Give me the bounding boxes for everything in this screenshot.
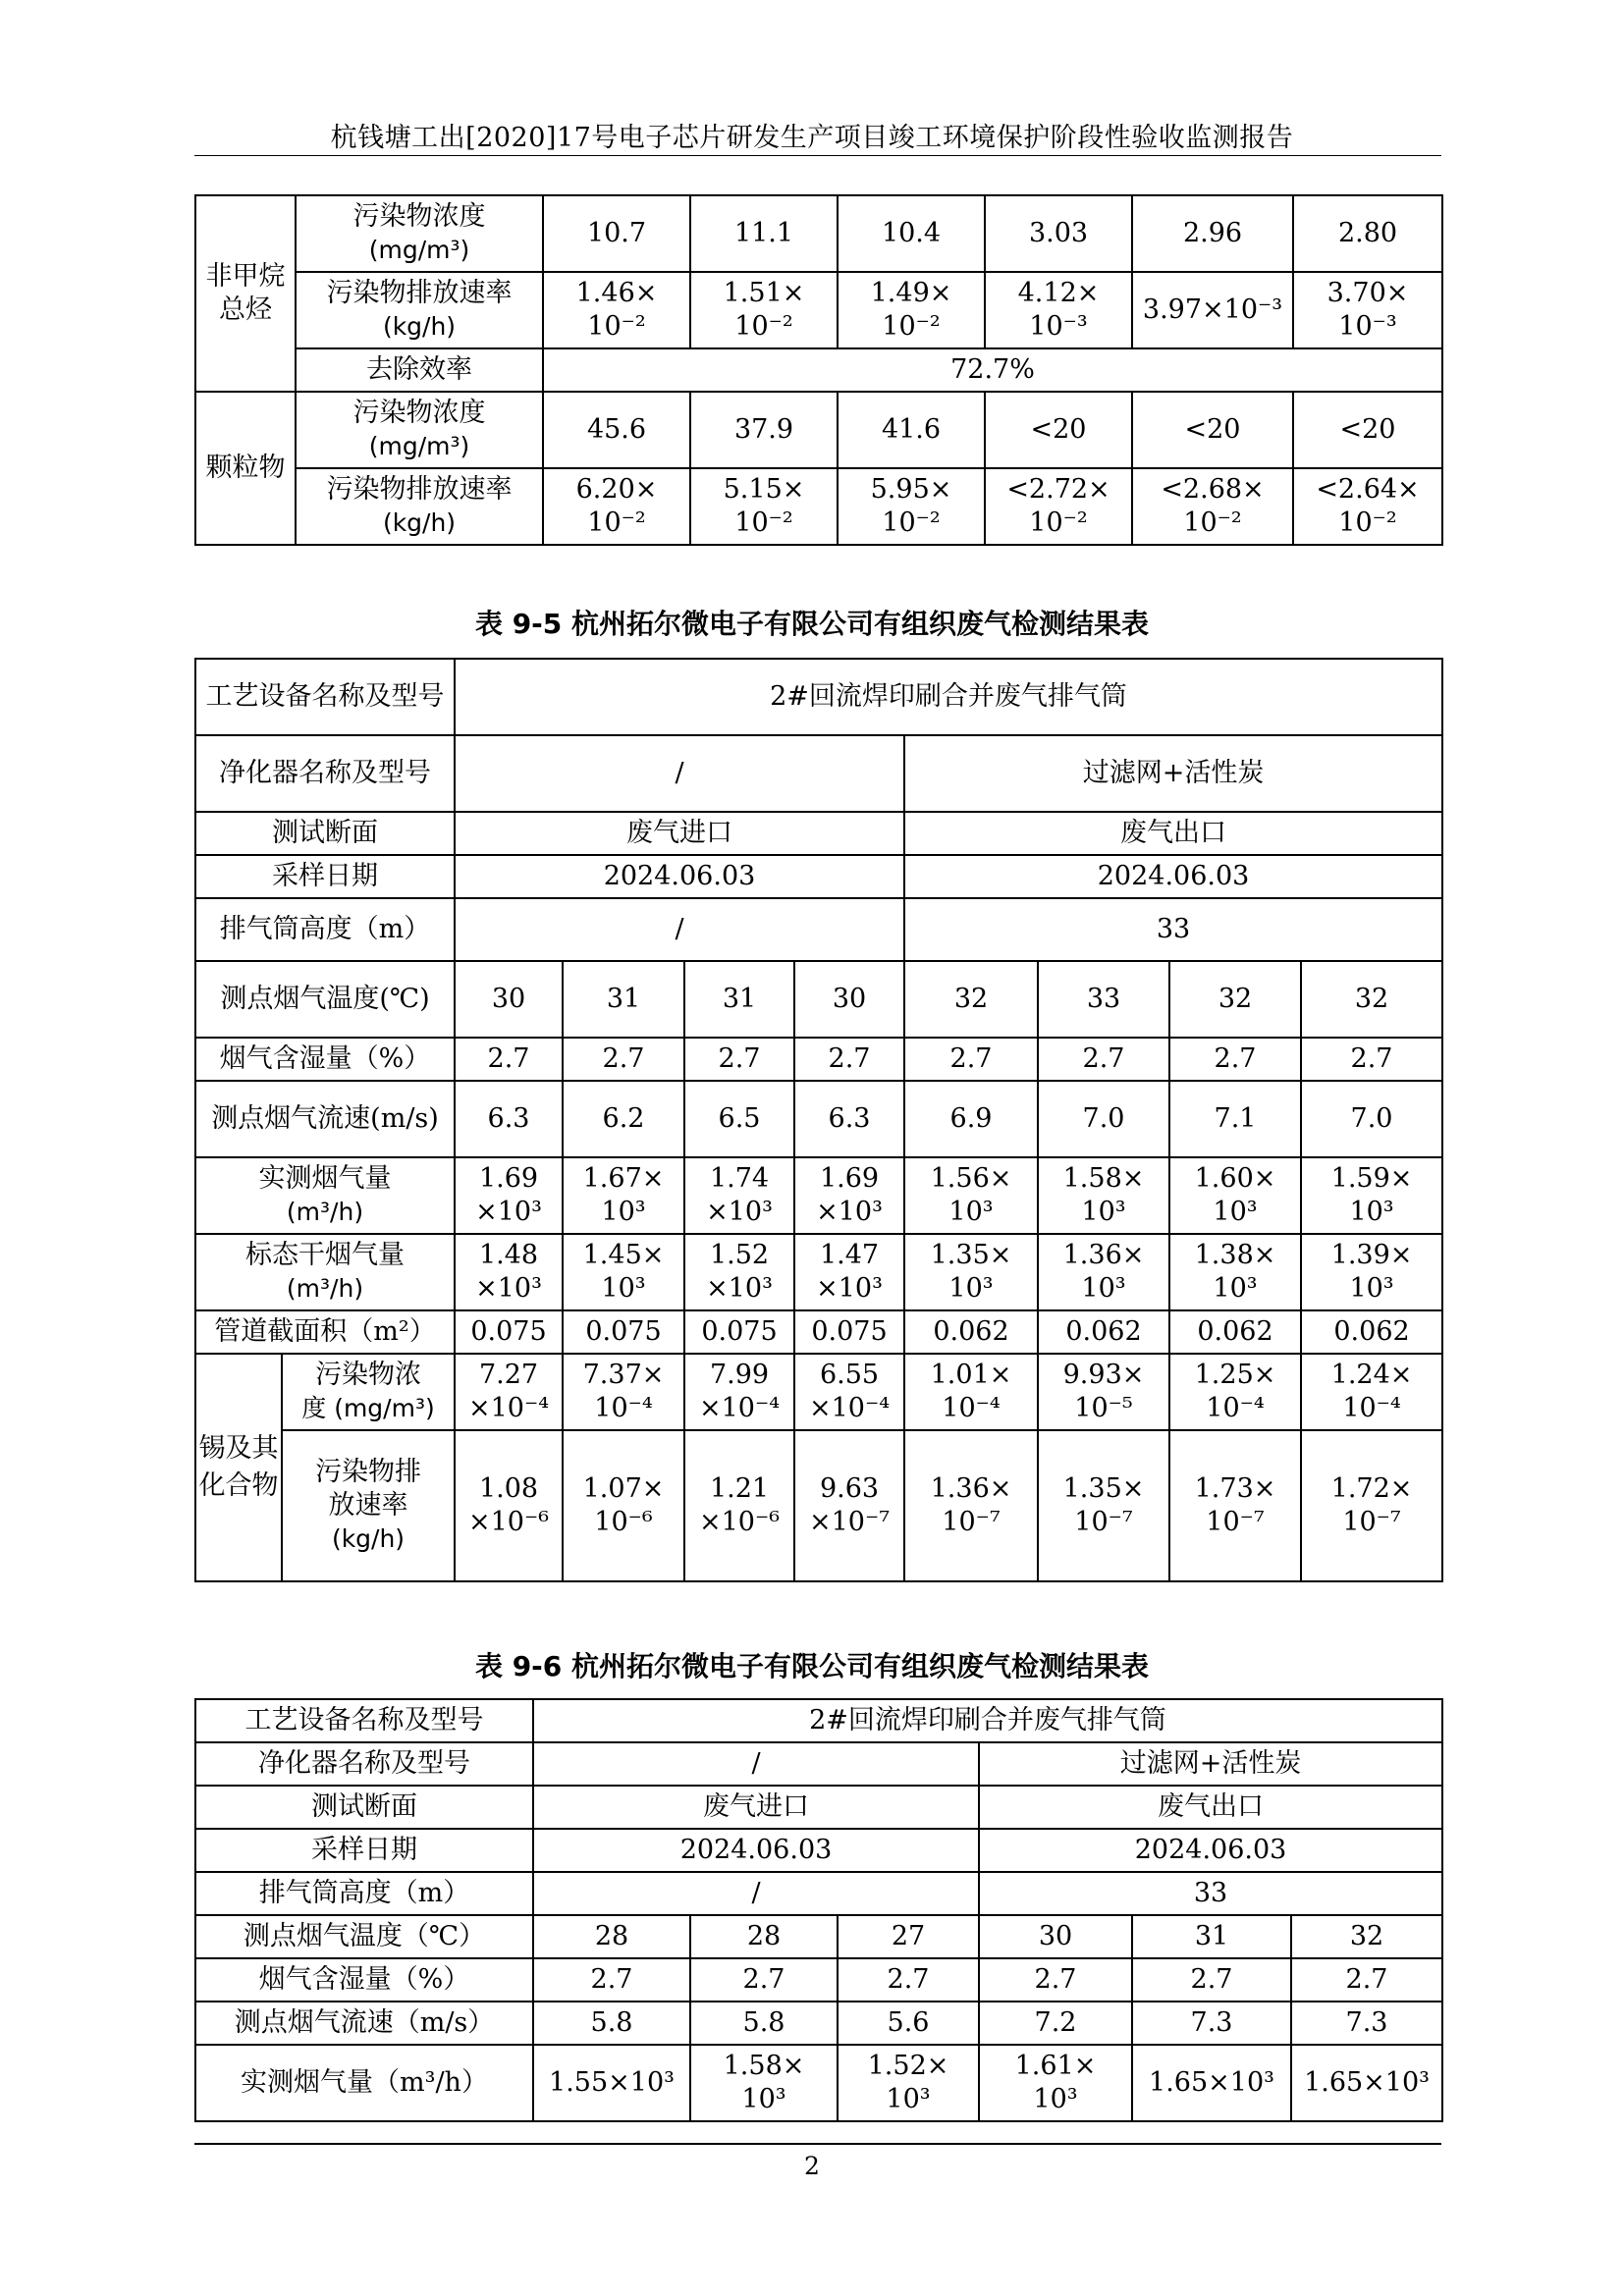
t5-tin-rate-8-a: 1.72× [1330, 1473, 1413, 1504]
t5-dry-1-a: 1.48 [478, 1240, 539, 1270]
t5-section-out: 废气出口 [904, 812, 1442, 855]
pm-rate-4-b: 10⁻² [1029, 507, 1088, 538]
t6-flow-4-a: 1.61× [1014, 2051, 1097, 2081]
t5-flow-7-a: 1.60× [1194, 1163, 1276, 1194]
t5-moist-8: 2.7 [1301, 1038, 1442, 1081]
t5-date-out: 2024.06.03 [904, 855, 1442, 898]
t5-tin-rate-1-b: ×10⁻⁶ [467, 1507, 550, 1537]
t5-temp-2: 31 [563, 961, 684, 1038]
t5-tin-conc-3 [684, 1354, 794, 1430]
t6-temp-6: 32 [1291, 1915, 1442, 1958]
footer-rule [194, 2143, 1441, 2145]
pm-rate-5-a: <2.68× [1161, 474, 1265, 505]
nmhc-rate-1-a: 1.46× [575, 278, 658, 308]
nmhc-rate-2 [690, 272, 838, 348]
pm-rate-2-a: 5.15× [723, 474, 805, 505]
table-9-6 [194, 1698, 1443, 2122]
t5-area-1: 0.075 [455, 1310, 563, 1354]
t5-flow-1-a: 1.69 [478, 1163, 539, 1194]
pm-conc-1: 45.6 [543, 392, 690, 468]
nmhc-rate-4 [985, 272, 1132, 348]
t5-tin-rate-6 [1038, 1430, 1169, 1581]
t5-tin-rate-7-b: 10⁻⁷ [1206, 1507, 1265, 1537]
t5-dry-1-b: ×10³ [475, 1273, 542, 1304]
t5-dry-4-a: 1.47 [819, 1240, 880, 1270]
pm-conc-unit: (mg/m³) [368, 432, 470, 460]
t5-vel-4: 6.3 [794, 1081, 904, 1157]
page-number: 2 [804, 2152, 820, 2180]
t6-flow-6 [1291, 2045, 1442, 2121]
t5-dry-1 [455, 1234, 563, 1310]
t6-section-in: 废气进口 [533, 1786, 979, 1829]
t5-dry-5-b: 10³ [948, 1273, 994, 1304]
t5-tin-conc-4-b: ×10⁻⁴ [808, 1393, 891, 1423]
nmhc-rate-6-b: 10⁻³ [1338, 311, 1397, 342]
t6-equipment-label: 工艺设备名称及型号 [195, 1699, 533, 1742]
t6-temp-3: 27 [838, 1915, 979, 1958]
t5-flow-1-b: ×10³ [475, 1197, 542, 1227]
t5-section-in: 废气进口 [455, 812, 904, 855]
nmhc-conc-5: 2.96 [1132, 195, 1293, 272]
t5-tin-conc-3-b: ×10⁻⁴ [698, 1393, 781, 1423]
t5-tin-rate-label-1: 污染物排 [315, 1457, 421, 1487]
t5-flow-4 [794, 1157, 904, 1234]
t5-tin-conc-unit: 度 (mg/m³) [301, 1394, 435, 1422]
pm-rate-unit: (kg/h) [382, 508, 457, 537]
t5-tin-rate-2 [563, 1430, 684, 1581]
t6-section-label: 测试断面 [195, 1786, 533, 1829]
t5-purifier-out: 过滤网+活性炭 [904, 735, 1442, 812]
t5-tin-rate-5-a: 1.36× [930, 1473, 1012, 1504]
nmhc-conc-4: 3.03 [985, 195, 1132, 272]
pm-rate-2 [690, 468, 838, 545]
t5-dry-7-a: 1.38× [1194, 1240, 1276, 1270]
t6-flow-6-a: 1.65×10³ [1304, 2067, 1430, 2098]
t5-area-8: 0.062 [1301, 1310, 1442, 1354]
pm-name: 颗粒物 [205, 453, 286, 483]
nmhc-rate-4-b: 10⁻³ [1029, 311, 1088, 342]
pm-rate-label-cell [296, 468, 543, 545]
pm-rate-6 [1293, 468, 1442, 545]
t5-height-in: / [455, 898, 904, 961]
t6-purifier-out: 过滤网+活性炭 [979, 1742, 1442, 1786]
t5-flow-6-b: 10³ [1081, 1197, 1126, 1227]
t5-area-7: 0.062 [1169, 1310, 1301, 1354]
t6-temp-2: 28 [690, 1915, 838, 1958]
t5-flow-3-b: ×10³ [706, 1197, 773, 1227]
t5-vel-5: 6.9 [904, 1081, 1038, 1157]
t5-flow-3 [684, 1157, 794, 1234]
t5-flow-7-b: 10³ [1213, 1197, 1258, 1227]
t5-height-out: 33 [904, 898, 1442, 961]
t6-flow-label: 实测烟气量（m³/h） [195, 2045, 533, 2121]
nmhc-conc-1: 10.7 [543, 195, 690, 272]
pm-conc-label-cell [296, 392, 543, 468]
pm-conc-2: 37.9 [690, 392, 838, 468]
t6-height-in: / [533, 1872, 979, 1915]
t6-date-in: 2024.06.03 [533, 1829, 979, 1872]
t5-flow-2 [563, 1157, 684, 1234]
nmhc-rate-label-cell [296, 272, 543, 348]
pm-rate-6-a: <2.64× [1316, 474, 1420, 505]
t5-dry-8 [1301, 1234, 1442, 1310]
t5-flow-4-b: ×10³ [816, 1197, 883, 1227]
header-rule [194, 155, 1441, 156]
t6-vel-1: 5.8 [533, 2002, 690, 2045]
pm-conc-label: 污染物浓度 [352, 398, 486, 428]
t5-dry-7 [1169, 1234, 1301, 1310]
t5-moist-2: 2.7 [563, 1038, 684, 1081]
pm-rate-1-b: 10⁻² [587, 507, 646, 538]
nmhc-rate-6 [1293, 272, 1442, 348]
table-9-5 [194, 658, 1443, 1582]
t5-dry-4 [794, 1234, 904, 1310]
t5-tin-conc-6-b: 10⁻⁵ [1074, 1393, 1133, 1423]
nmhc-conc-2: 11.1 [690, 195, 838, 272]
nmhc-rate-unit: (kg/h) [382, 312, 457, 341]
t6-flow-3-b: 10³ [886, 2084, 931, 2114]
t5-section-label: 测试断面 [195, 812, 455, 855]
t6-flow-1-a: 1.55×10³ [549, 2067, 675, 2098]
pm-rate-6-b: 10⁻² [1338, 507, 1397, 538]
t5-moist-5: 2.7 [904, 1038, 1038, 1081]
report-header: 杭钱塘工出[2020]17号电子芯片研发生产项目竣工环境保护阶段性验收监测报告 [330, 123, 1294, 153]
pm-conc-4: <20 [985, 392, 1132, 468]
t6-moist-3: 2.7 [838, 1958, 979, 2002]
t6-flow-3-a: 1.52× [867, 2051, 949, 2081]
t6-vel-4: 7.2 [979, 2002, 1132, 2045]
t5-dry-8-a: 1.39× [1330, 1240, 1413, 1270]
t5-temp-1: 30 [455, 961, 563, 1038]
t5-flow-label-cell [195, 1157, 455, 1234]
t5-dry-5 [904, 1234, 1038, 1310]
t6-height-out: 33 [979, 1872, 1442, 1915]
t5-dry-2-b: 10³ [601, 1273, 646, 1304]
t5-date-in: 2024.06.03 [455, 855, 904, 898]
t5-tin-conc-6 [1038, 1354, 1169, 1430]
t5-purifier-in: / [455, 735, 904, 812]
t6-flow-3 [838, 2045, 979, 2121]
t5-equipment-label: 工艺设备名称及型号 [195, 659, 455, 735]
t5-dry-6 [1038, 1234, 1169, 1310]
t6-moist-1: 2.7 [533, 1958, 690, 2002]
t5-vel-6: 7.0 [1038, 1081, 1169, 1157]
t5-flow-2-a: 1.67× [582, 1163, 665, 1194]
t5-tin-conc-1-a: 7.27 [478, 1360, 539, 1390]
pm-rate-label: 污染物排放速率 [326, 474, 513, 505]
t6-vel-3: 5.6 [838, 2002, 979, 2045]
t6-moist-label: 烟气含湿量（%） [195, 1958, 533, 2002]
t5-dry-7-b: 10³ [1213, 1273, 1258, 1304]
t5-tin-conc-2-b: 10⁻⁴ [594, 1393, 653, 1423]
t5-flow-5-b: 10³ [948, 1197, 994, 1227]
t5-tin-rate-2-a: 1.07× [582, 1473, 665, 1504]
t6-temp-1: 28 [533, 1915, 690, 1958]
t5-dry-5-a: 1.35× [930, 1240, 1012, 1270]
nmhc-removal-value: 72.7% [543, 348, 1442, 392]
t6-date-out: 2024.06.03 [979, 1829, 1442, 1872]
t5-vel-7: 7.1 [1169, 1081, 1301, 1157]
nmhc-conc-label: 污染物浓度 [352, 201, 486, 232]
nmhc-rate-3-b: 10⁻² [882, 311, 941, 342]
t5-flow-8 [1301, 1157, 1442, 1234]
t6-temp-label: 测点烟气温度（℃） [195, 1915, 533, 1958]
t5-tin-conc-7 [1169, 1354, 1301, 1430]
t5-temp-8: 32 [1301, 961, 1442, 1038]
t5-tin-rate-3-b: ×10⁻⁶ [698, 1507, 781, 1537]
t5-flow-1 [455, 1157, 563, 1234]
t5-flow-8-a: 1.59× [1330, 1163, 1413, 1194]
pm-conc-5: <20 [1132, 392, 1293, 468]
t5-tin-conc-8 [1301, 1354, 1442, 1430]
nmhc-rate-1 [543, 272, 690, 348]
t5-dry-2 [563, 1234, 684, 1310]
t6-vel-5: 7.3 [1132, 2002, 1291, 2045]
t5-tin-conc-3-a: 7.99 [709, 1360, 770, 1390]
t5-dry-3-b: ×10³ [706, 1273, 773, 1304]
t6-section-out: 废气出口 [979, 1786, 1442, 1829]
t5-tin-name-cell [195, 1354, 282, 1581]
table-continued [194, 194, 1443, 546]
t5-temp-5: 32 [904, 961, 1038, 1038]
t6-moist-4: 2.7 [979, 1958, 1132, 2002]
nmhc-conc-3: 10.4 [838, 195, 985, 272]
t5-tin-rate-3 [684, 1430, 794, 1581]
t5-tin-rate-3-a: 1.21 [709, 1473, 770, 1504]
nmhc-rate-5-a: 3.97×10⁻³ [1142, 294, 1283, 325]
t5-tin-rate-1 [455, 1430, 563, 1581]
t6-purifier-label: 净化器名称及型号 [195, 1742, 533, 1786]
t5-tin-rate-8-b: 10⁻⁷ [1342, 1507, 1401, 1537]
t5-tin-name: 锡及其化合物 [198, 1433, 279, 1501]
t5-flow-4-a: 1.69 [819, 1163, 880, 1194]
t6-vel-6: 7.3 [1291, 2002, 1442, 2045]
t6-moist-2: 2.7 [690, 1958, 838, 2002]
t5-tin-conc-5-a: 1.01× [930, 1360, 1012, 1390]
t5-tin-conc-2-a: 7.37× [582, 1360, 665, 1390]
t5-date-label: 采样日期 [195, 855, 455, 898]
nmhc-rate-3 [838, 272, 985, 348]
pm-rate-3-a: 5.95× [870, 474, 952, 505]
t5-area-4: 0.075 [794, 1310, 904, 1354]
pm-rate-2-b: 10⁻² [734, 507, 793, 538]
t5-moist-label: 烟气含湿量（%） [195, 1038, 455, 1081]
nmhc-rate-4-a: 4.12× [1017, 278, 1100, 308]
t5-flow-6-a: 1.58× [1062, 1163, 1145, 1194]
pm-rate-1 [543, 468, 690, 545]
t5-dry-6-a: 1.36× [1062, 1240, 1145, 1270]
t5-tin-conc-8-a: 1.24× [1330, 1360, 1413, 1390]
t5-temp-4: 30 [794, 961, 904, 1038]
t5-tin-rate-2-b: 10⁻⁶ [594, 1507, 653, 1537]
t6-flow-5 [1132, 2045, 1291, 2121]
pm-name-cell [195, 392, 296, 545]
nmhc-rate-5 [1132, 272, 1293, 348]
t5-flow-6 [1038, 1157, 1169, 1234]
t5-equipment-value: 2#回流焊印刷合并废气排气筒 [455, 659, 1442, 735]
t5-tin-rate-1-a: 1.08 [478, 1473, 539, 1504]
t5-tin-rate-7-a: 1.73× [1194, 1473, 1276, 1504]
t5-temp-7: 32 [1169, 961, 1301, 1038]
table-9-5-caption: 表 9-5 杭州拓尔微电子有限公司有组织废气检测结果表 [474, 608, 1150, 640]
t6-vel-2: 5.8 [690, 2002, 838, 2045]
t5-tin-conc-4 [794, 1354, 904, 1430]
nmhc-removal-label: 去除效率 [296, 348, 543, 392]
t5-tin-conc-5-b: 10⁻⁴ [942, 1393, 1001, 1423]
t5-tin-conc-1 [455, 1354, 563, 1430]
t5-tin-conc-label-cell [282, 1354, 455, 1430]
t5-flow-3-a: 1.74 [709, 1163, 770, 1194]
pm-conc-3: 41.6 [838, 392, 985, 468]
nmhc-rate-label: 污染物排放速率 [326, 278, 513, 308]
t5-tin-rate-5-b: 10⁻⁷ [942, 1507, 1001, 1537]
pm-rate-3-b: 10⁻² [882, 507, 941, 538]
t5-moist-3: 2.7 [684, 1038, 794, 1081]
t5-tin-rate-label-cell [282, 1430, 455, 1581]
pm-rate-4 [985, 468, 1132, 545]
t6-temp-4: 30 [979, 1915, 1132, 1958]
t6-flow-4-b: 10³ [1033, 2084, 1078, 2114]
t5-moist-7: 2.7 [1169, 1038, 1301, 1081]
t5-flow-5-a: 1.56× [930, 1163, 1012, 1194]
t5-tin-rate-5 [904, 1430, 1038, 1581]
t5-height-label: 排气筒高度（m） [195, 898, 455, 961]
t6-moist-6: 2.7 [1291, 1958, 1442, 2002]
t5-area-label: 管道截面积（m²） [195, 1310, 455, 1354]
t6-date-label: 采样日期 [195, 1829, 533, 1872]
t5-flow-8-b: 10³ [1349, 1197, 1394, 1227]
nmhc-conc-6: 2.80 [1293, 195, 1442, 272]
t5-temp-label: 测点烟气温度(℃) [195, 961, 455, 1038]
t5-flow-5 [904, 1157, 1038, 1234]
t5-tin-rate-4-a: 9.63 [819, 1473, 880, 1504]
t5-flow-unit: (m³/h) [286, 1198, 364, 1226]
t5-vel-3: 6.5 [684, 1081, 794, 1157]
pm-rate-5-b: 10⁻² [1183, 507, 1242, 538]
t5-tin-conc-1-b: ×10⁻⁴ [467, 1393, 550, 1423]
t6-flow-1 [533, 2045, 690, 2121]
t5-dry-label-cell [195, 1234, 455, 1310]
t5-dry-6-b: 10³ [1081, 1273, 1126, 1304]
t6-height-label: 排气筒高度（m） [195, 1872, 533, 1915]
pm-conc-6: <20 [1293, 392, 1442, 468]
t5-temp-6: 33 [1038, 961, 1169, 1038]
nmhc-name-cell [195, 195, 296, 392]
t5-area-5: 0.062 [904, 1310, 1038, 1354]
nmhc-rate-2-b: 10⁻² [734, 311, 793, 342]
nmhc-name: 非甲烷总烃 [205, 261, 286, 325]
t5-tin-conc-4-a: 6.55 [819, 1360, 880, 1390]
nmhc-rate-1-b: 10⁻² [587, 311, 646, 342]
t6-flow-2 [690, 2045, 838, 2121]
t5-tin-conc-7-b: 10⁻⁴ [1206, 1393, 1265, 1423]
t5-flow-2-b: 10³ [601, 1197, 646, 1227]
t5-purifier-label: 净化器名称及型号 [195, 735, 455, 812]
t5-area-6: 0.062 [1038, 1310, 1169, 1354]
t5-tin-conc-2 [563, 1354, 684, 1430]
t5-dry-4-b: ×10³ [816, 1273, 883, 1304]
t5-dry-3 [684, 1234, 794, 1310]
t5-tin-conc-8-b: 10⁻⁴ [1342, 1393, 1401, 1423]
t6-flow-2-a: 1.58× [723, 2051, 805, 2081]
t6-temp-5: 31 [1132, 1915, 1291, 1958]
t5-vel-8: 7.0 [1301, 1081, 1442, 1157]
t5-tin-rate-label-2: 放速率 [328, 1490, 408, 1521]
t5-tin-rate-6-b: 10⁻⁷ [1074, 1507, 1133, 1537]
t5-dry-3-a: 1.52 [709, 1240, 770, 1270]
nmhc-rate-3-a: 1.49× [870, 278, 952, 308]
t5-flow-label: 实测烟气量 [258, 1163, 392, 1194]
t6-flow-5-a: 1.65×10³ [1149, 2067, 1274, 2098]
t5-tin-rate-6-a: 1.35× [1062, 1473, 1145, 1504]
t5-dry-label: 标态干烟气量 [245, 1240, 405, 1270]
t6-vel-label: 测点烟气流速（m/s） [195, 2002, 533, 2045]
t5-vel-label: 测点烟气流速(m/s) [195, 1081, 455, 1157]
t6-flow-2-b: 10³ [741, 2084, 786, 2114]
t5-area-3: 0.075 [684, 1310, 794, 1354]
nmhc-rate-2-a: 1.51× [723, 278, 805, 308]
t5-temp-3: 31 [684, 961, 794, 1038]
t6-purifier-in: / [533, 1742, 979, 1786]
t5-flow-7 [1169, 1157, 1301, 1234]
t5-tin-conc-7-a: 1.25× [1194, 1360, 1276, 1390]
t5-tin-conc-label: 污染物浓 [315, 1360, 421, 1390]
pm-rate-5 [1132, 468, 1293, 545]
t5-dry-2-a: 1.45× [582, 1240, 665, 1270]
t5-moist-6: 2.7 [1038, 1038, 1169, 1081]
t5-dry-8-b: 10³ [1349, 1273, 1394, 1304]
nmhc-rate-6-a: 3.70× [1326, 278, 1409, 308]
t6-moist-5: 2.7 [1132, 1958, 1291, 2002]
pm-rate-3 [838, 468, 985, 545]
t5-tin-rate-7 [1169, 1430, 1301, 1581]
t5-tin-rate-4 [794, 1430, 904, 1581]
t6-flow-4 [979, 2045, 1132, 2121]
t5-tin-rate-4-b: ×10⁻⁷ [808, 1507, 891, 1537]
t5-area-2: 0.075 [563, 1310, 684, 1354]
t5-vel-2: 6.2 [563, 1081, 684, 1157]
t5-tin-conc-5 [904, 1354, 1038, 1430]
t5-tin-rate-unit: (kg/h) [331, 1524, 406, 1553]
pm-rate-4-a: <2.72× [1006, 474, 1110, 505]
pm-rate-1-a: 6.20× [575, 474, 658, 505]
t5-dry-unit: (m³/h) [286, 1274, 364, 1303]
t5-moist-4: 2.7 [794, 1038, 904, 1081]
t5-tin-conc-6-a: 9.93× [1062, 1360, 1145, 1390]
nmhc-conc-label-cell [296, 195, 543, 272]
nmhc-conc-unit: (mg/m³) [368, 236, 470, 264]
t5-moist-1: 2.7 [455, 1038, 563, 1081]
t5-tin-rate-8 [1301, 1430, 1442, 1581]
t5-vel-1: 6.3 [455, 1081, 563, 1157]
t6-equipment-value: 2#回流焊印刷合并废气排气筒 [533, 1699, 1442, 1742]
table-9-6-caption: 表 9-6 杭州拓尔微电子有限公司有组织废气检测结果表 [474, 1650, 1150, 1682]
